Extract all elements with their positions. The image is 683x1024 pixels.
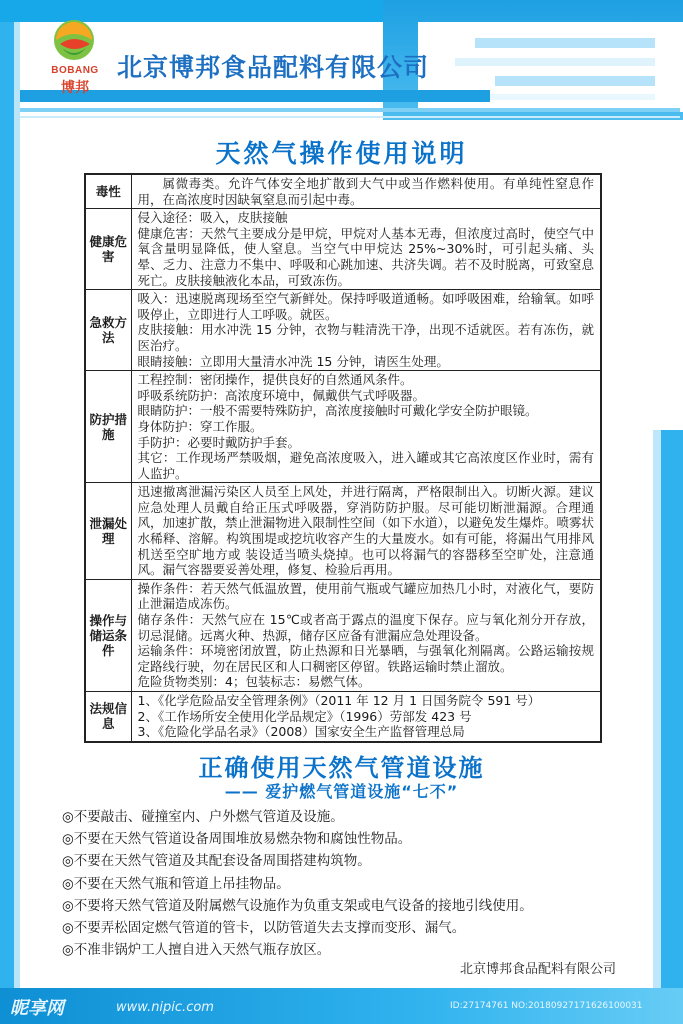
rule-item: ◎不准非锅炉工人擅自进入天然气瓶存放区。 [62, 942, 331, 959]
row-content [131, 692, 601, 742]
content-line: 1、《化学危险品安全管理条例》（2011 年 12 月 1 日国务院令 591 号） [137, 693, 541, 708]
company-logo [46, 18, 104, 98]
right-frame-strip [661, 430, 683, 1024]
content-line: 呼吸系统防护：高浓度环境中，佩戴供气式呼吸器。 [137, 387, 426, 403]
header-rule [20, 108, 680, 112]
document-title: 天然气操作使用说明 [215, 139, 468, 168]
rule-item: ◎不要在天然气瓶和管道上吊挂物品。 [62, 875, 290, 892]
table-row-first-aid [85, 290, 601, 371]
content-line: 工程控制：密闭操作，提供良好的自然通风条件。 [137, 372, 413, 388]
row-label: 泄漏处理 [85, 483, 131, 580]
table-row-toxicity [85, 174, 601, 209]
content-line: 操作条件：若天然气低温放置，使用前气瓶或气罐应加热几小时，对液化气，要防止泄漏造成冻伤。 [137, 580, 594, 612]
row-label: 操作与储运条件 [85, 579, 131, 691]
header-rule-light [20, 116, 680, 118]
row-content [131, 483, 601, 580]
rule-item: ◎不要敲击、碰撞室内、户外燃气管道及设施。 [62, 809, 344, 825]
logo-text-cn: 博邦 [61, 80, 89, 96]
table-row-protection [85, 371, 601, 483]
content-line: 属微毒类。允许气体安全地扩散到大气中或当作燃料使用。有单纯性窒息作用，在高浓度时因缺氧窒息而引起中毒。 [137, 176, 594, 207]
logo-mark-icon [52, 18, 96, 62]
section-title: 正确使用天然气管道设施 [198, 754, 485, 782]
footer-company: 北京博邦食品配料有限公司 [460, 962, 617, 977]
content-line: 健康危害：天然气主要成分是甲烷，甲烷对人基本无毒，但浓度过高时，使空气中氧含量明显降低，使人窒息。当空气中甲烷达 25%~30%时，可引起头痛、头晕、乏力、注意力不集中、呼吸和心跳加速、共济失调。若不及时脱离，可致窒息死亡。皮肤接触液化本品，可致冻伤。 [137, 225, 594, 288]
right-frame-inner [653, 430, 661, 1024]
rule-item: ◎不要将天然气管道及附属燃气设施作为负重支架或电气设备的接地引线使用。 [62, 897, 533, 914]
logo-text-en: BOBANG [51, 65, 99, 76]
table-row-leak-handling [85, 483, 601, 580]
row-content [131, 371, 601, 483]
left-frame-strip [0, 22, 14, 1024]
row-content [131, 174, 601, 209]
rule-item: ◎不要弄松固定燃气管道的管卡，以防管道失去支撑而变形、漏气。 [62, 920, 466, 937]
row-content [131, 290, 601, 371]
table-row-health-hazard [85, 209, 601, 290]
row-content [131, 209, 601, 290]
content-line: 2、《工作场所安全使用化学品规定》（1996）劳部发 423 号 [137, 708, 472, 724]
content-line: 迅速撤离泄漏污染区人员至上风处，并进行隔离，严格限制出入。切断火源。建议应急处理人员戴自给正压式呼吸器，穿消防防护服。尽可能切断泄漏源。合理通风，加速扩散，禁止泄漏物进入限制性空间（如下水道），以避免发生爆炸。喷雾状水稀释、溶解。构筑围堤或挖坑收容产生的大量废水。如有可能，将漏出气用排风机送至空旷地方或 装设适当喷头烧掉。也可以将漏气的容器移至空旷处，注意通风。漏气容器要妥善处理，修复、检验后再用。 [137, 484, 594, 578]
safety-info-table [84, 173, 602, 743]
table-row-operation-storage [85, 579, 601, 691]
watermark-logo: 昵享网 [10, 998, 64, 1019]
content-line: 运输条件：环境密闭放置，防止热源和日光暴晒，与强氧化剂隔离。公路运输按规定路线行驶，勿在居民区和人口稠密区停留。铁路运输时禁止溜放。 [137, 643, 594, 674]
watermark-url: www.nipic.com [116, 1000, 214, 1015]
company-name: 北京博邦食品配料有限公司 [117, 53, 430, 82]
rule-item: ◎不要在天然气管道设备周围堆放易燃杂物和腐蚀性物品。 [62, 831, 412, 848]
content-line: 身体防护：穿工作服。 [137, 418, 263, 434]
content-line: 储存条件：天然气应在 15℃或者高于露点的温度下保存。应与氧化剂分开存放，切忌混储。远离火种、热源，储存区应备有泄漏应急处理设备。 [137, 612, 594, 643]
row-label: 毒性 [85, 174, 131, 209]
content-line: 眼睛防护：一般不需要特殊防护，高浓度接触时可戴化学安全防护眼镜。 [137, 403, 538, 419]
content-line: 侵入途径：吸入，皮肤接触 [137, 210, 288, 226]
content-line: 其它：工作现场严禁吸烟，避免高浓度吸入，进入罐或其它高浓度区作业时，需有人监护。 [137, 450, 594, 481]
content-line: 吸入：迅速脱离现场至空气新鲜处。保持呼吸道通畅。如呼吸困难，给输氧。如呼吸停止，立即进行人工呼吸。就医。 [137, 291, 594, 322]
content-line: 眼睛接触：立即用大量清水冲洗 15 分钟，请医生处理。 [137, 353, 449, 369]
row-label: 健康危害 [85, 209, 131, 290]
table-row-regulations [85, 692, 601, 742]
row-label: 急救方法 [85, 290, 131, 371]
row-label: 防护措施 [85, 371, 131, 483]
content-line: 危险货物类别：4；包装标志：易燃气体。 [137, 674, 371, 690]
rule-item: ◎不要在天然气管道及其配套设备周围搭建构筑物。 [62, 853, 371, 870]
left-frame-inner [14, 22, 20, 1024]
content-line: 3、《危险化学品名录》（2008）国家安全生产监督管理总局 [137, 724, 465, 740]
content-line: 皮肤接触：用水冲洗 15 分钟，衣物与鞋清洗干净，出现不适就医。若有冻伤，就医治疗。 [137, 322, 594, 353]
watermark-id: ID:27174761 NO:20180927171626100031 [450, 1001, 643, 1011]
rules-list [62, 806, 652, 961]
row-content [131, 579, 601, 691]
section-subtitle: —— 爱护燃气管道设施“七不” [224, 782, 459, 801]
content-line: 手防护：必要时戴防护手套。 [137, 434, 301, 450]
row-label: 法规信息 [85, 692, 131, 742]
